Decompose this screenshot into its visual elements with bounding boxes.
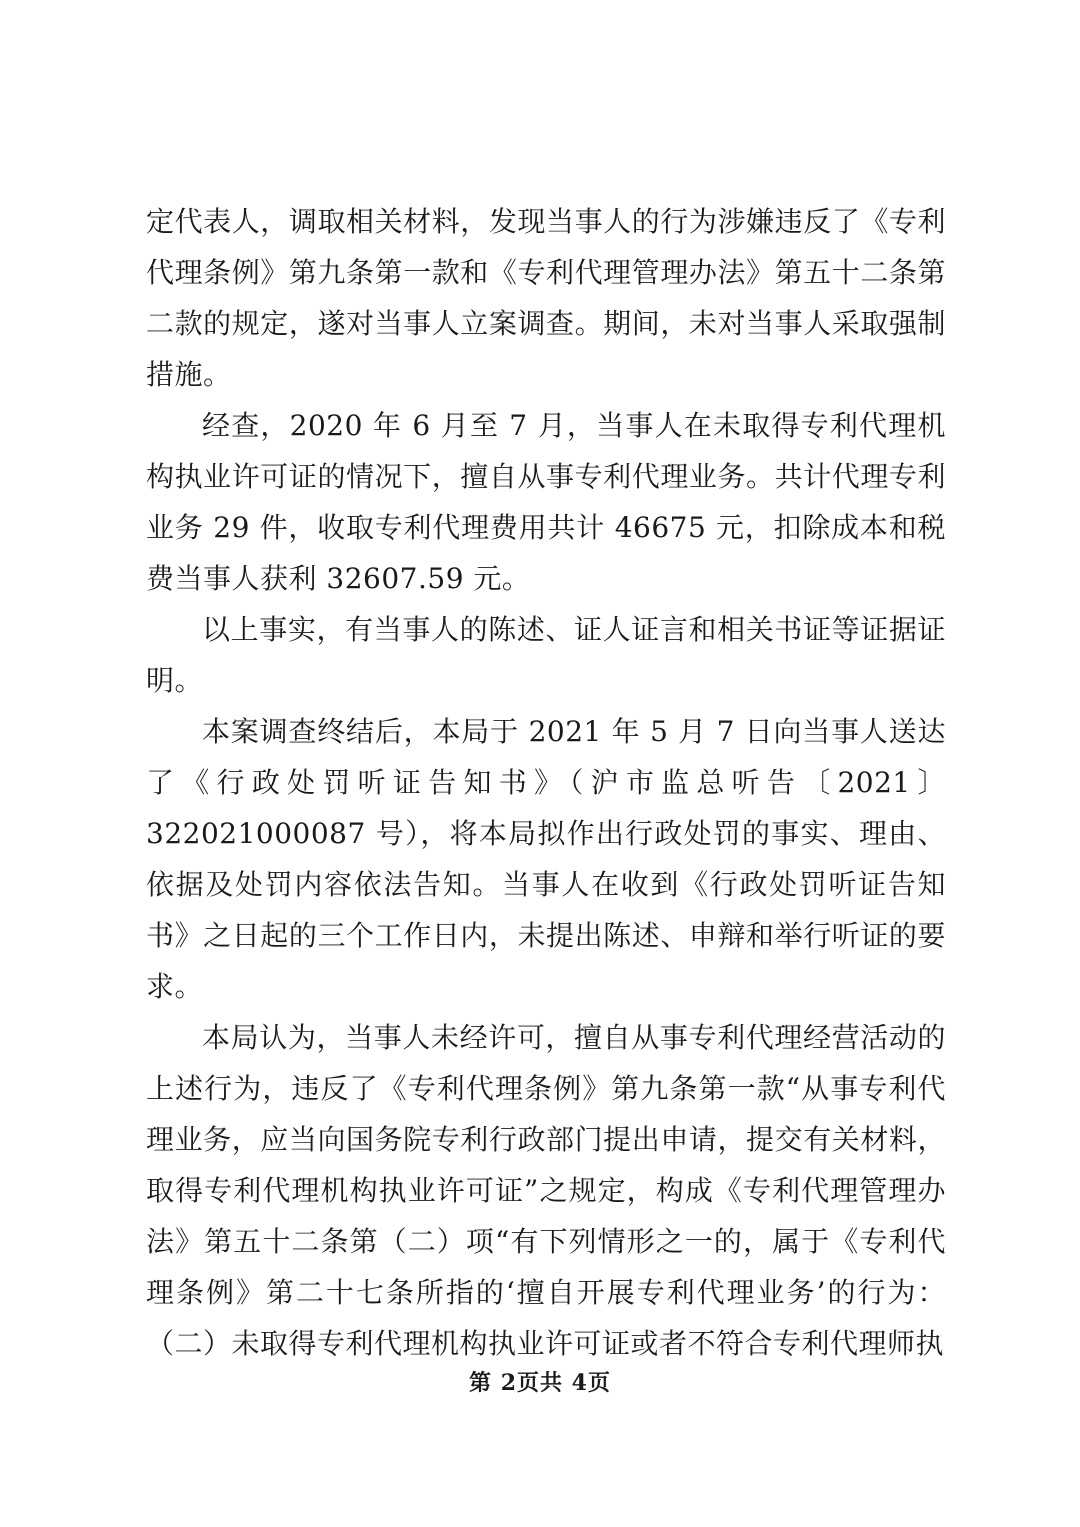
paragraph-case-background: 定代表人，调取相关材料，发现当事人的行为涉嫌违反了《专利代理条例》第九条第一款和《专利代理管理办法》第五十二条第二款的规定，遂对当事人立案调查。期间，未对当事人采取强制措施。	[146, 205, 946, 391]
paragraph-investigation-facts: 经查，2020 年 6 月至 7 月，当事人在未取得专利代理机构执业许可证的情况下，擅自从事专利代理业务。共计代理专利业务 29 件，收取专利代理费用共计 46675 元，扣除成本和税费当事人获利 32607.59 元。	[146, 409, 946, 595]
paragraph-legal-finding: 本局认为，当事人未经许可，擅自从事专利代理经营活动的上述行为，违反了《专利代理条例》第九条第一款“从事专利代理业务，应当向国务院专利行政部门提出申请，提交有关材料，取得专利代理机构执业许可证”之规定，构成《专利代理管理办法》第五十二条第（二）项“有下列情形之一的，属于《专利代理条例》第二十七条所指的‘擅自开展专利代理业务’的行为：（二）未取得专利代理机构执业许可证或者不符合专利代理师执	[146, 1021, 946, 1360]
paragraph-hearing-notice: 本案调查终结后，本局于 2021 年 5 月 7 日向当事人送达了《行政处罚听证告知书》（沪市监总听告〔2021〕322021000087 号），将本局拟作出行政处罚的事实、理由、依据及处罚内容依法告知。当事人在收到《行政处罚听证告知书》之日起的三个工作日内，未提出陈述、申辩和举行听证的要求。	[146, 715, 946, 1003]
document-body	[146, 196, 946, 1369]
page-number-footer	[0, 1366, 1080, 1397]
paragraph-evidence: 以上事实，有当事人的陈述、证人证言和相关书证等证据证明。	[146, 613, 946, 697]
page-number-label: 第 2页共 4页	[469, 1370, 611, 1396]
